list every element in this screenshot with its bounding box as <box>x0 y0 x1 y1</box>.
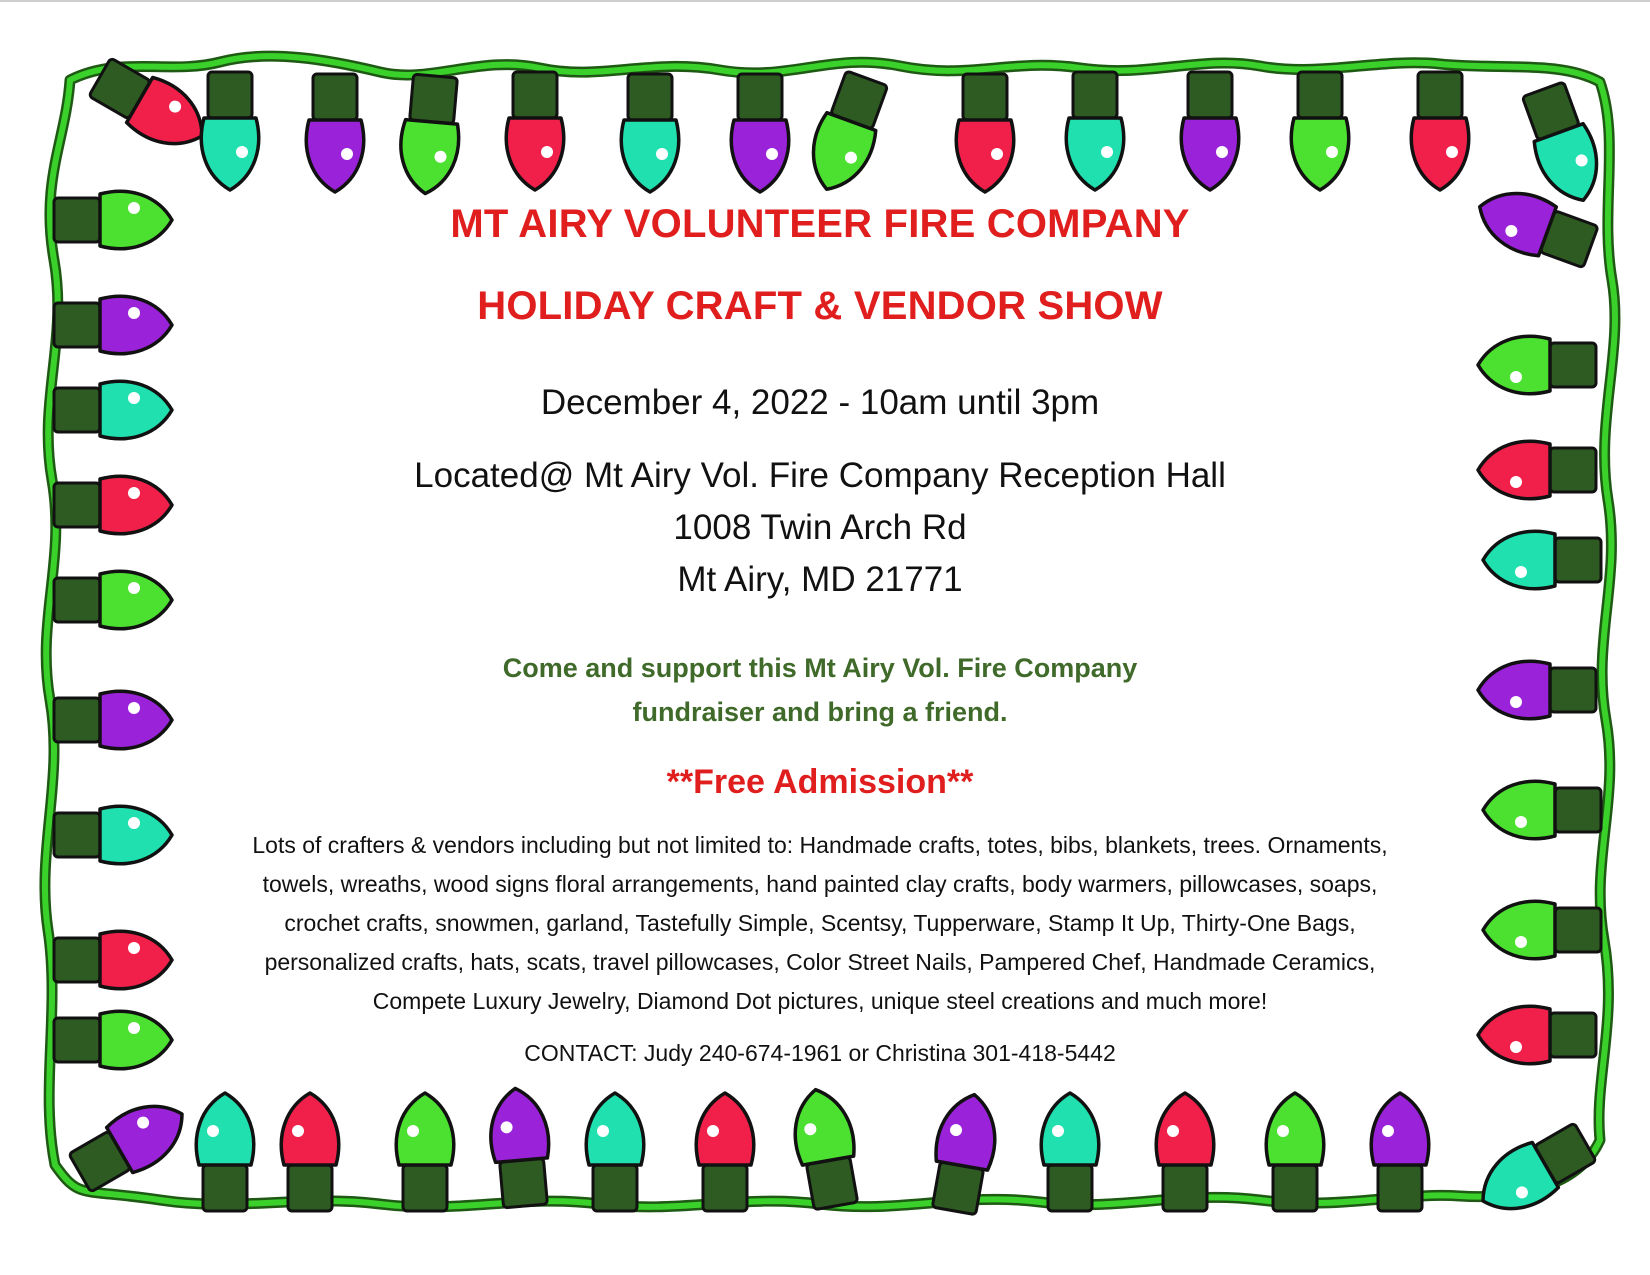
christmas-light-bulb-icon <box>54 806 172 863</box>
christmas-light-bulb-icon <box>787 1085 864 1211</box>
bulb-glass <box>1483 781 1555 838</box>
bulb-highlight <box>1382 1125 1394 1137</box>
bulb-socket <box>1273 1165 1317 1211</box>
christmas-light-bulb-icon <box>696 1093 753 1211</box>
bulb-highlight <box>766 148 778 160</box>
event-location <box>170 450 1470 606</box>
bulb-socket <box>1298 72 1342 118</box>
event-name: HOLIDAY CRAFT & VENDOR SHOW <box>477 284 1163 328</box>
bulb-highlight <box>1515 936 1527 948</box>
christmas-light-bulb-icon <box>956 74 1013 192</box>
city-state-zip: Mt Airy, MD 21771 <box>677 560 963 599</box>
bulb-highlight <box>1510 696 1522 708</box>
venue-name: Located@ Mt Airy Vol. Fire Company Reception Hall <box>414 456 1226 495</box>
bulb-glass <box>696 1093 753 1165</box>
bulb-highlight <box>1446 146 1458 158</box>
bulb-socket <box>313 74 357 120</box>
christmas-light-bulb-icon <box>1478 441 1596 498</box>
bulb-socket <box>738 74 782 120</box>
bulb-socket <box>1555 908 1601 952</box>
christmas-light-bulb-icon <box>1371 1093 1428 1211</box>
bulb-highlight <box>128 307 140 319</box>
bulb-highlight <box>1216 146 1228 158</box>
support-line: Come and support this Mt Airy Vol. Fire Company <box>502 653 1138 683</box>
bulb-glass <box>1478 1006 1550 1063</box>
event-date-time: December 4, 2022 - 10am until 3pm <box>540 383 1100 422</box>
christmas-light-bulb-icon <box>1483 531 1601 588</box>
bulb-socket <box>593 1165 637 1211</box>
bulb-highlight <box>1167 1125 1179 1137</box>
bulb-glass <box>201 118 258 190</box>
bulb-highlight <box>656 148 668 160</box>
christmas-light-bulb-icon <box>1478 661 1596 718</box>
bulb-highlight <box>236 146 248 158</box>
bulb-glass <box>396 1093 453 1165</box>
christmas-light-bulb-icon <box>1181 72 1238 190</box>
bulb-socket <box>1188 72 1232 118</box>
christmas-light-bulb-icon <box>54 1011 172 1068</box>
bulb-glass <box>196 1093 253 1165</box>
bulb-glass <box>397 119 460 196</box>
bulb-glass <box>100 381 172 438</box>
christmas-light-bulb-icon <box>54 191 172 248</box>
bulb-socket <box>513 72 557 118</box>
bulb-socket <box>54 578 100 622</box>
bulb-socket <box>54 1018 100 1062</box>
bulb-highlight <box>707 1125 719 1137</box>
christmas-light-bulb-icon <box>1266 1093 1323 1211</box>
bulb-socket <box>1550 668 1596 712</box>
bulb-glass <box>100 191 172 248</box>
christmas-light-bulb-icon <box>196 1093 253 1211</box>
bulb-highlight <box>292 1125 304 1137</box>
bulb-socket <box>54 303 100 347</box>
bulb-glass <box>956 120 1013 192</box>
bulb-glass <box>1483 901 1555 958</box>
bulb-glass <box>100 1011 172 1068</box>
bulb-socket <box>1550 448 1596 492</box>
bulb-highlight <box>128 1022 140 1034</box>
bulb-glass <box>100 571 172 628</box>
christmas-light-bulb-icon <box>54 931 172 988</box>
bulb-glass <box>1041 1093 1098 1165</box>
bulb-glass <box>306 120 363 192</box>
bulb-socket <box>54 388 100 432</box>
bulb-highlight <box>128 817 140 829</box>
christmas-light-bulb-icon <box>54 571 172 628</box>
bulb-glass <box>1181 118 1238 190</box>
bulb-socket <box>403 1165 447 1211</box>
bulb-highlight <box>1326 146 1338 158</box>
bulb-highlight <box>1515 566 1527 578</box>
christmas-light-bulb-icon <box>487 1086 554 1209</box>
bulb-socket <box>410 74 458 124</box>
christmas-light-bulb-icon <box>281 1093 338 1211</box>
bulb-glass <box>934 1090 1003 1171</box>
christmas-light-bulb-icon <box>731 74 788 192</box>
bulb-highlight <box>128 487 140 499</box>
bulb-highlight <box>1510 476 1522 488</box>
bulb-glass <box>487 1086 550 1163</box>
bulb-highlight <box>541 146 553 158</box>
christmas-light-bulb-icon <box>1478 336 1596 393</box>
bulb-socket <box>1550 1013 1596 1057</box>
vendor-list-line: Compete Luxury Jewelry, Diamond Dot pictures, unique steel creations and much more! <box>372 988 1268 1014</box>
christmas-light-bulb-icon <box>1066 72 1123 190</box>
bulb-glass <box>1371 1093 1428 1165</box>
bulb-socket <box>54 698 100 742</box>
christmas-light-bulb-icon <box>1156 1093 1213 1211</box>
bulb-socket <box>1550 343 1596 387</box>
bulb-glass <box>1066 118 1123 190</box>
bulb-highlight <box>1277 1125 1289 1137</box>
vendor-list-line: Lots of crafters & vendors including but not limited to: Handmade crafts, totes, bibs, blankets, trees. Ornaments, <box>252 832 1388 858</box>
bulb-socket <box>1418 72 1462 118</box>
christmas-light-bulb-icon <box>586 1093 643 1211</box>
bulb-glass <box>1478 661 1550 718</box>
bulb-glass <box>281 1093 338 1165</box>
christmas-light-bulb-icon <box>396 1093 453 1211</box>
bulb-glass <box>100 806 172 863</box>
support-message <box>170 646 1470 734</box>
christmas-light-bulb-icon <box>1041 1093 1098 1211</box>
bulb-glass <box>100 476 172 533</box>
bulb-socket <box>54 483 100 527</box>
bulb-glass <box>586 1093 643 1165</box>
christmas-light-bulb-icon <box>54 296 172 353</box>
bulb-highlight <box>128 202 140 214</box>
bulb-highlight <box>1515 816 1527 828</box>
christmas-light-bulb-icon <box>621 74 678 192</box>
bulb-highlight <box>1052 1125 1064 1137</box>
christmas-light-bulb-icon <box>1516 80 1610 211</box>
bulb-glass <box>506 118 563 190</box>
bulb-socket <box>963 74 1007 120</box>
bulb-socket <box>628 74 672 120</box>
bulb-glass <box>787 1085 856 1166</box>
bulb-highlight <box>1101 146 1113 158</box>
bulb-highlight <box>1510 371 1522 383</box>
vendor-list-line: personalized crafts, hats, scats, travel pillowcases, Color Street Nails, Pampered Chef, Handmade Ceramics, <box>264 949 1376 975</box>
bulb-socket <box>1048 1165 1092 1211</box>
bulb-highlight <box>341 148 353 160</box>
bulb-socket <box>1378 1165 1422 1211</box>
bulb-socket <box>54 938 100 982</box>
christmas-light-bulb-icon <box>1469 1117 1600 1226</box>
bulb-socket <box>208 72 252 118</box>
bulb-socket <box>500 1158 548 1208</box>
bulb-glass <box>731 120 788 192</box>
bulb-highlight <box>128 392 140 404</box>
flyer-content <box>170 190 1470 1069</box>
support-line: fundraiser and bring a friend. <box>632 697 1008 727</box>
bulb-socket <box>1163 1165 1207 1211</box>
bulb-highlight <box>1510 1041 1522 1053</box>
vendor-list <box>170 826 1470 1021</box>
contact-info: CONTACT: Judy 240-674-1961 or Christina 301-418-5442 <box>524 1040 1116 1066</box>
christmas-light-bulb-icon <box>54 381 172 438</box>
bulb-highlight <box>597 1125 609 1137</box>
bulb-highlight <box>991 148 1003 160</box>
bulb-highlight <box>407 1125 419 1137</box>
bulb-glass <box>1478 336 1550 393</box>
christmas-light-bulb-icon <box>201 72 258 190</box>
christmas-light-bulb-icon <box>1291 72 1348 190</box>
christmas-light-bulb-icon <box>1478 1006 1596 1063</box>
bulb-socket <box>1555 788 1601 832</box>
bulb-socket <box>54 813 100 857</box>
street-address: 1008 Twin Arch Rd <box>673 508 967 547</box>
vendor-list-line: crochet crafts, snowmen, garland, Tastefully Simple, Scentsy, Tupperware, Stamp It Up, Thirty-One Bags, <box>284 910 1356 936</box>
vendor-list-line: towels, wreaths, wood signs floral arrangements, hand painted clay crafts, body warmers, pillowcases, soaps, <box>262 871 1378 897</box>
bulb-socket <box>54 198 100 242</box>
christmas-light-bulb-icon <box>506 72 563 190</box>
bulb-glass <box>1411 118 1468 190</box>
christmas-light-bulb-icon <box>54 691 172 748</box>
christmas-light-bulb-icon <box>65 1089 196 1198</box>
christmas-light-bulb-icon <box>1483 901 1601 958</box>
bulb-highlight <box>207 1125 219 1137</box>
bulb-glass <box>100 691 172 748</box>
bulb-socket <box>288 1165 332 1211</box>
christmas-light-bulb-icon <box>306 74 363 192</box>
free-admission-notice: **Free Admission** <box>666 763 974 801</box>
christmas-light-bulb-icon <box>1483 781 1601 838</box>
christmas-light-bulb-icon <box>397 74 464 197</box>
bulb-glass <box>1266 1093 1323 1165</box>
bulb-glass <box>621 120 678 192</box>
bulb-highlight <box>128 582 140 594</box>
bulb-highlight <box>128 942 140 954</box>
bulb-highlight <box>128 702 140 714</box>
bulb-socket <box>703 1165 747 1211</box>
bulb-socket <box>203 1165 247 1211</box>
flyer-title: MT AIRY VOLUNTEER FIRE COMPANY <box>450 202 1190 246</box>
bulb-glass <box>100 296 172 353</box>
bulb-socket <box>1555 538 1601 582</box>
bulb-glass <box>1478 441 1550 498</box>
christmas-light-bulb-icon <box>800 69 894 200</box>
bulb-glass <box>100 931 172 988</box>
christmas-light-bulb-icon <box>54 476 172 533</box>
bulb-glass <box>1156 1093 1213 1165</box>
christmas-light-bulb-icon <box>1411 72 1468 190</box>
bulb-glass <box>1483 531 1555 588</box>
bulb-glass <box>1291 118 1348 190</box>
bulb-socket <box>1073 72 1117 118</box>
